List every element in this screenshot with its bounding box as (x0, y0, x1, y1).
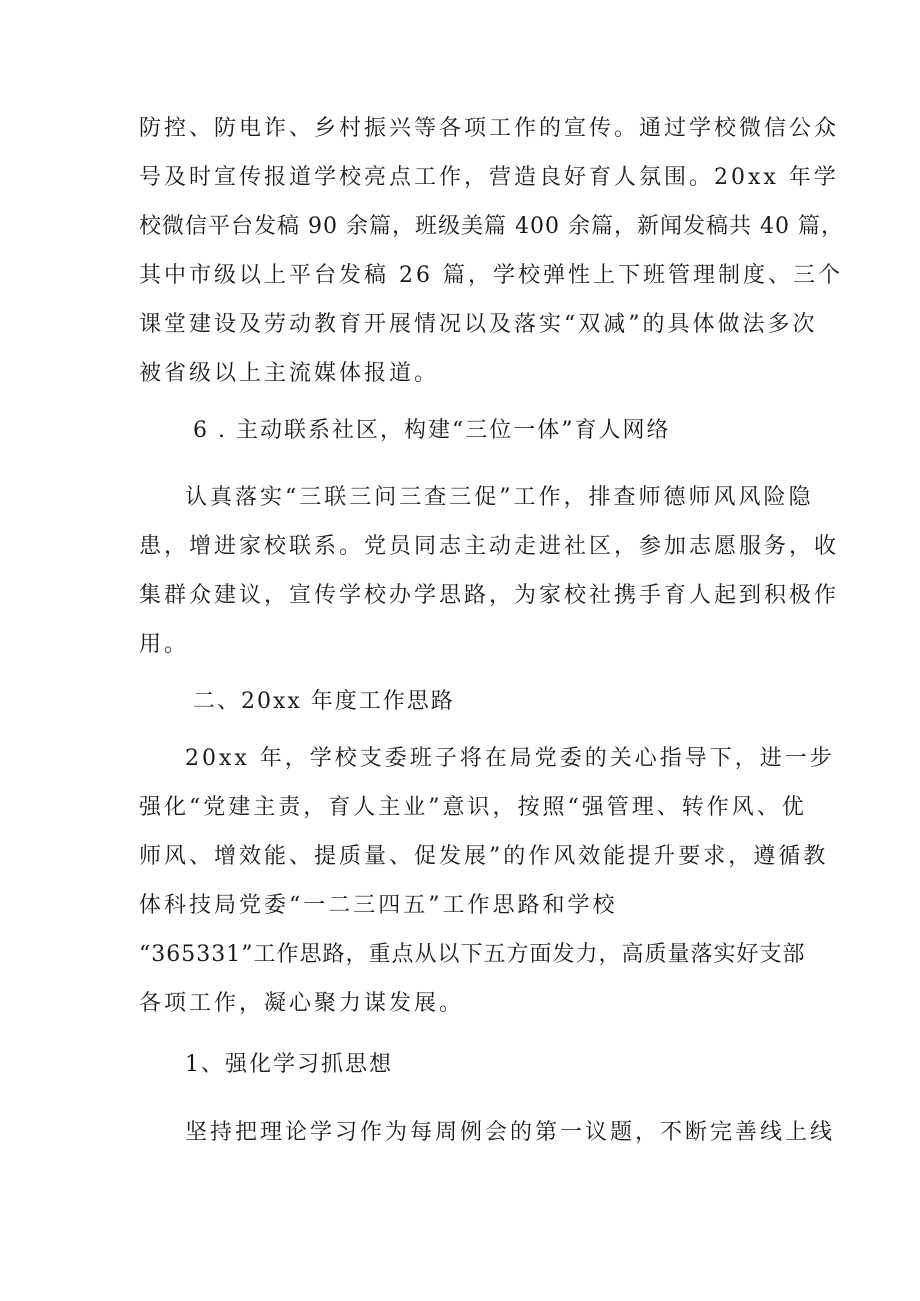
paragraph-line: 号及时宣传报道学校亮点工作，营造良好育人氛围。20xx 年学 (139, 165, 839, 190)
paragraph-line: 防控、防电诈、乡村振兴等各项工作的宣传。通过学校微信公众 (139, 116, 840, 141)
paragraph-line: 体科技局党委“一二三四五”工作思路和学校 (139, 893, 618, 918)
paragraph-line: 强化“党建主责，育人主业”意识，按照“强管理、转作风、优 (139, 795, 807, 820)
paragraph-line: 其中市级以上平台发稿 26 篇，学校弹性上下班管理制度、三个 (139, 263, 843, 288)
paragraph-line: 患，增进家校联系。党员同志主动走进社区，参加志愿服务，收 (139, 534, 840, 559)
paragraph-line: 课堂建设及劳动教育开展情况以及落实“双减”的具体做法多次 (139, 312, 818, 337)
paragraph-line: 坚持把理论学习作为每周例会的第一议题，不断完善线上线 (185, 1120, 836, 1145)
paragraph-line: 集群众建议，宣传学校办学思路，为家校社携手育人起到积极作 (139, 583, 840, 608)
paragraph-line: 用。 (139, 632, 190, 657)
paragraph-line: 20xx 年，学校支委班子将在局党委的关心指导下，进一步 (185, 746, 835, 771)
paragraph-line: 被省级以上主流媒体报道。 (139, 361, 440, 386)
paragraph-line: 师风、增效能、提质量、促发展”的作风效能提升要求，遵循教 (139, 844, 829, 869)
section-heading: 1、强化学习抓思想 (185, 1052, 393, 1077)
section-heading: 6 . 主动联系社区，构建“三位一体”育人网络 (193, 418, 671, 443)
paragraph-line: “365331”工作思路，重点从以下五方面发力，高质量落实好支部 (139, 942, 806, 967)
paragraph-line: 认真落实“三联三问三查三促”工作，排查师德师风风险隐 (185, 485, 814, 510)
paragraph-line: 校微信平台发稿 90 余篇，班级美篇 400 余篇，新闻发稿共 40 篇， (139, 214, 844, 239)
section-heading: 二、20xx 年度工作思路 (193, 689, 455, 714)
paragraph-line: 各项工作，凝心聚力谋发展。 (139, 991, 465, 1016)
